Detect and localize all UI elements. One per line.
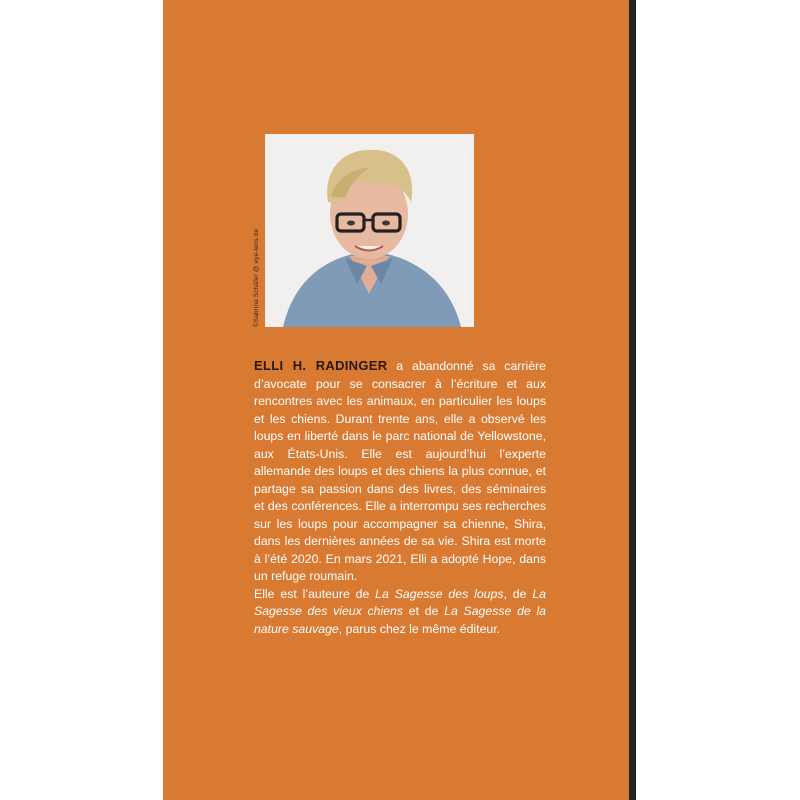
book-spine-edge: [629, 0, 636, 800]
book-title-2: La Sagesse des vieux chiens: [254, 586, 546, 618]
photo-credit: ©Sabrina Schäfer @ eye-lens.de: [253, 228, 260, 327]
bio-separator-2: et de: [403, 604, 445, 618]
author-biography: [254, 357, 546, 638]
bio-separator-1: , de: [503, 586, 533, 601]
author-portrait-illustration: [265, 134, 474, 327]
bio-paragraph-1: [254, 357, 546, 586]
bio-paragraph-2: [254, 586, 546, 639]
bio-paragraph-2-intro: Elle est l’auteure de: [254, 586, 376, 601]
book-title-1: La Sagesse des loups: [375, 586, 504, 601]
bio-paragraph-2-end: , parus chez le même éditeur.: [338, 621, 501, 636]
author-name: ELLI H. RADINGER: [254, 358, 388, 373]
bio-paragraph-1-text: a abandonné sa carrière d’avocate pour se consacrer à l’écriture et aux rencontres avec les animaux, en particulier les loups et les chiens. Durant trente ans, elle a observé les loups en liberté dans le parc national de Yellowstone, aux États-Unis. Elle est aujourd’hui l’experte allemande des loups et des chiens la plus connue, et partage sa passion dans des livres, des séminaires et des conférences. Elle a interrompu ses recherches sur les loups pour accompagner sa chienne, Shira, dans les dernières années de sa vie. Shira est morte à l’été 2020. En mars 2021, Elli a adopté Hope, dans un refuge roumain.: [254, 359, 546, 583]
author-photo: [265, 134, 474, 327]
book-title-3: La Sagesse de la nature sauvage: [254, 604, 547, 636]
